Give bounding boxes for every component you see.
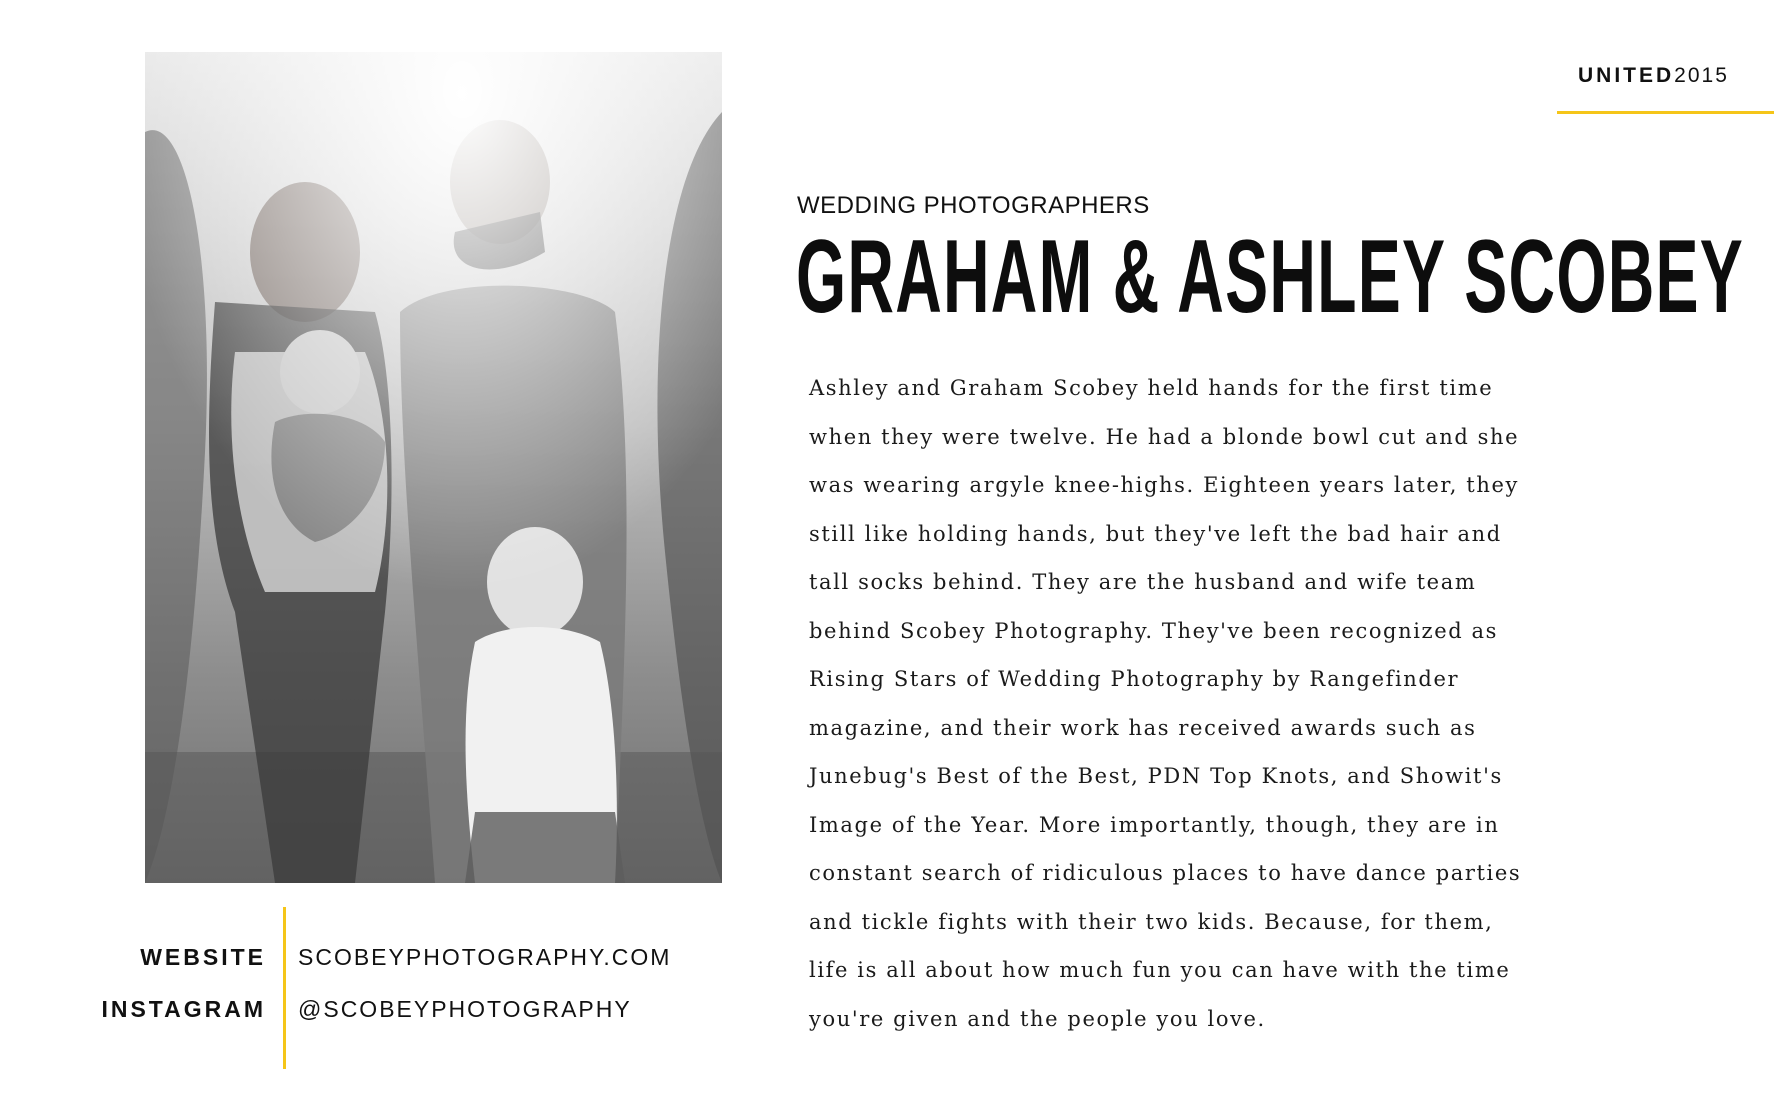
profile-category: WEDDING PHOTOGRAPHERS: [797, 192, 1150, 219]
bio-line: magazine, and their work has received awards such as: [809, 715, 1477, 740]
family-photo: [145, 52, 722, 883]
bio-line: tall socks behind. They are the husband and wife team: [809, 570, 1477, 594]
family-photo-image: [145, 52, 722, 883]
bio-line: and tickle fights with their two kids. Because, for them,: [809, 909, 1494, 934]
bio-line: still like holding hands, but they've left the bad hair and: [809, 521, 1502, 546]
website-label: WEBSITE: [140, 944, 266, 970]
contact-divider: [283, 907, 286, 1069]
profile-name: GRAHAM & ASHLEY SCOBEY: [796, 219, 1745, 335]
profile-bio: [809, 364, 1569, 1043]
bio-line: constant search of ridiculous places to have dance parties: [809, 861, 1522, 885]
instagram-link[interactable]: @SCOBEYPHOTOGRAPHY: [298, 996, 632, 1022]
brand-year: 2015: [1674, 64, 1729, 87]
brand-name: UNITED: [1578, 64, 1675, 87]
bio-line: Rising Stars of Wedding Photography by Rangefinder: [809, 667, 1460, 691]
website-link[interactable]: SCOBEYPHOTOGRAPHY.COM: [298, 944, 672, 970]
bio-line: you're given and the people you love.: [809, 1006, 1266, 1031]
bio-line: when they were twelve. He had a blonde bowl cut and she: [809, 424, 1520, 449]
bio-line: behind Scobey Photography. They've been recognized as: [809, 618, 1499, 643]
bio-line: life is all about how much fun you can have with the time: [809, 958, 1511, 982]
bio-line: Image of the Year. More importantly, though, they are in: [809, 812, 1500, 837]
bio-line: Junebug's Best of the Best, PDN Top Knots, and Showit's: [809, 764, 1503, 788]
bio-line: was wearing argyle knee-highs. Eighteen years later, they: [809, 473, 1519, 497]
bio-line: Ashley and Graham Scobey held hands for the first time: [809, 376, 1494, 400]
instagram-label: INSTAGRAM: [101, 996, 266, 1022]
brand-mark: [1578, 64, 1729, 88]
brand-underline: [1557, 111, 1774, 114]
